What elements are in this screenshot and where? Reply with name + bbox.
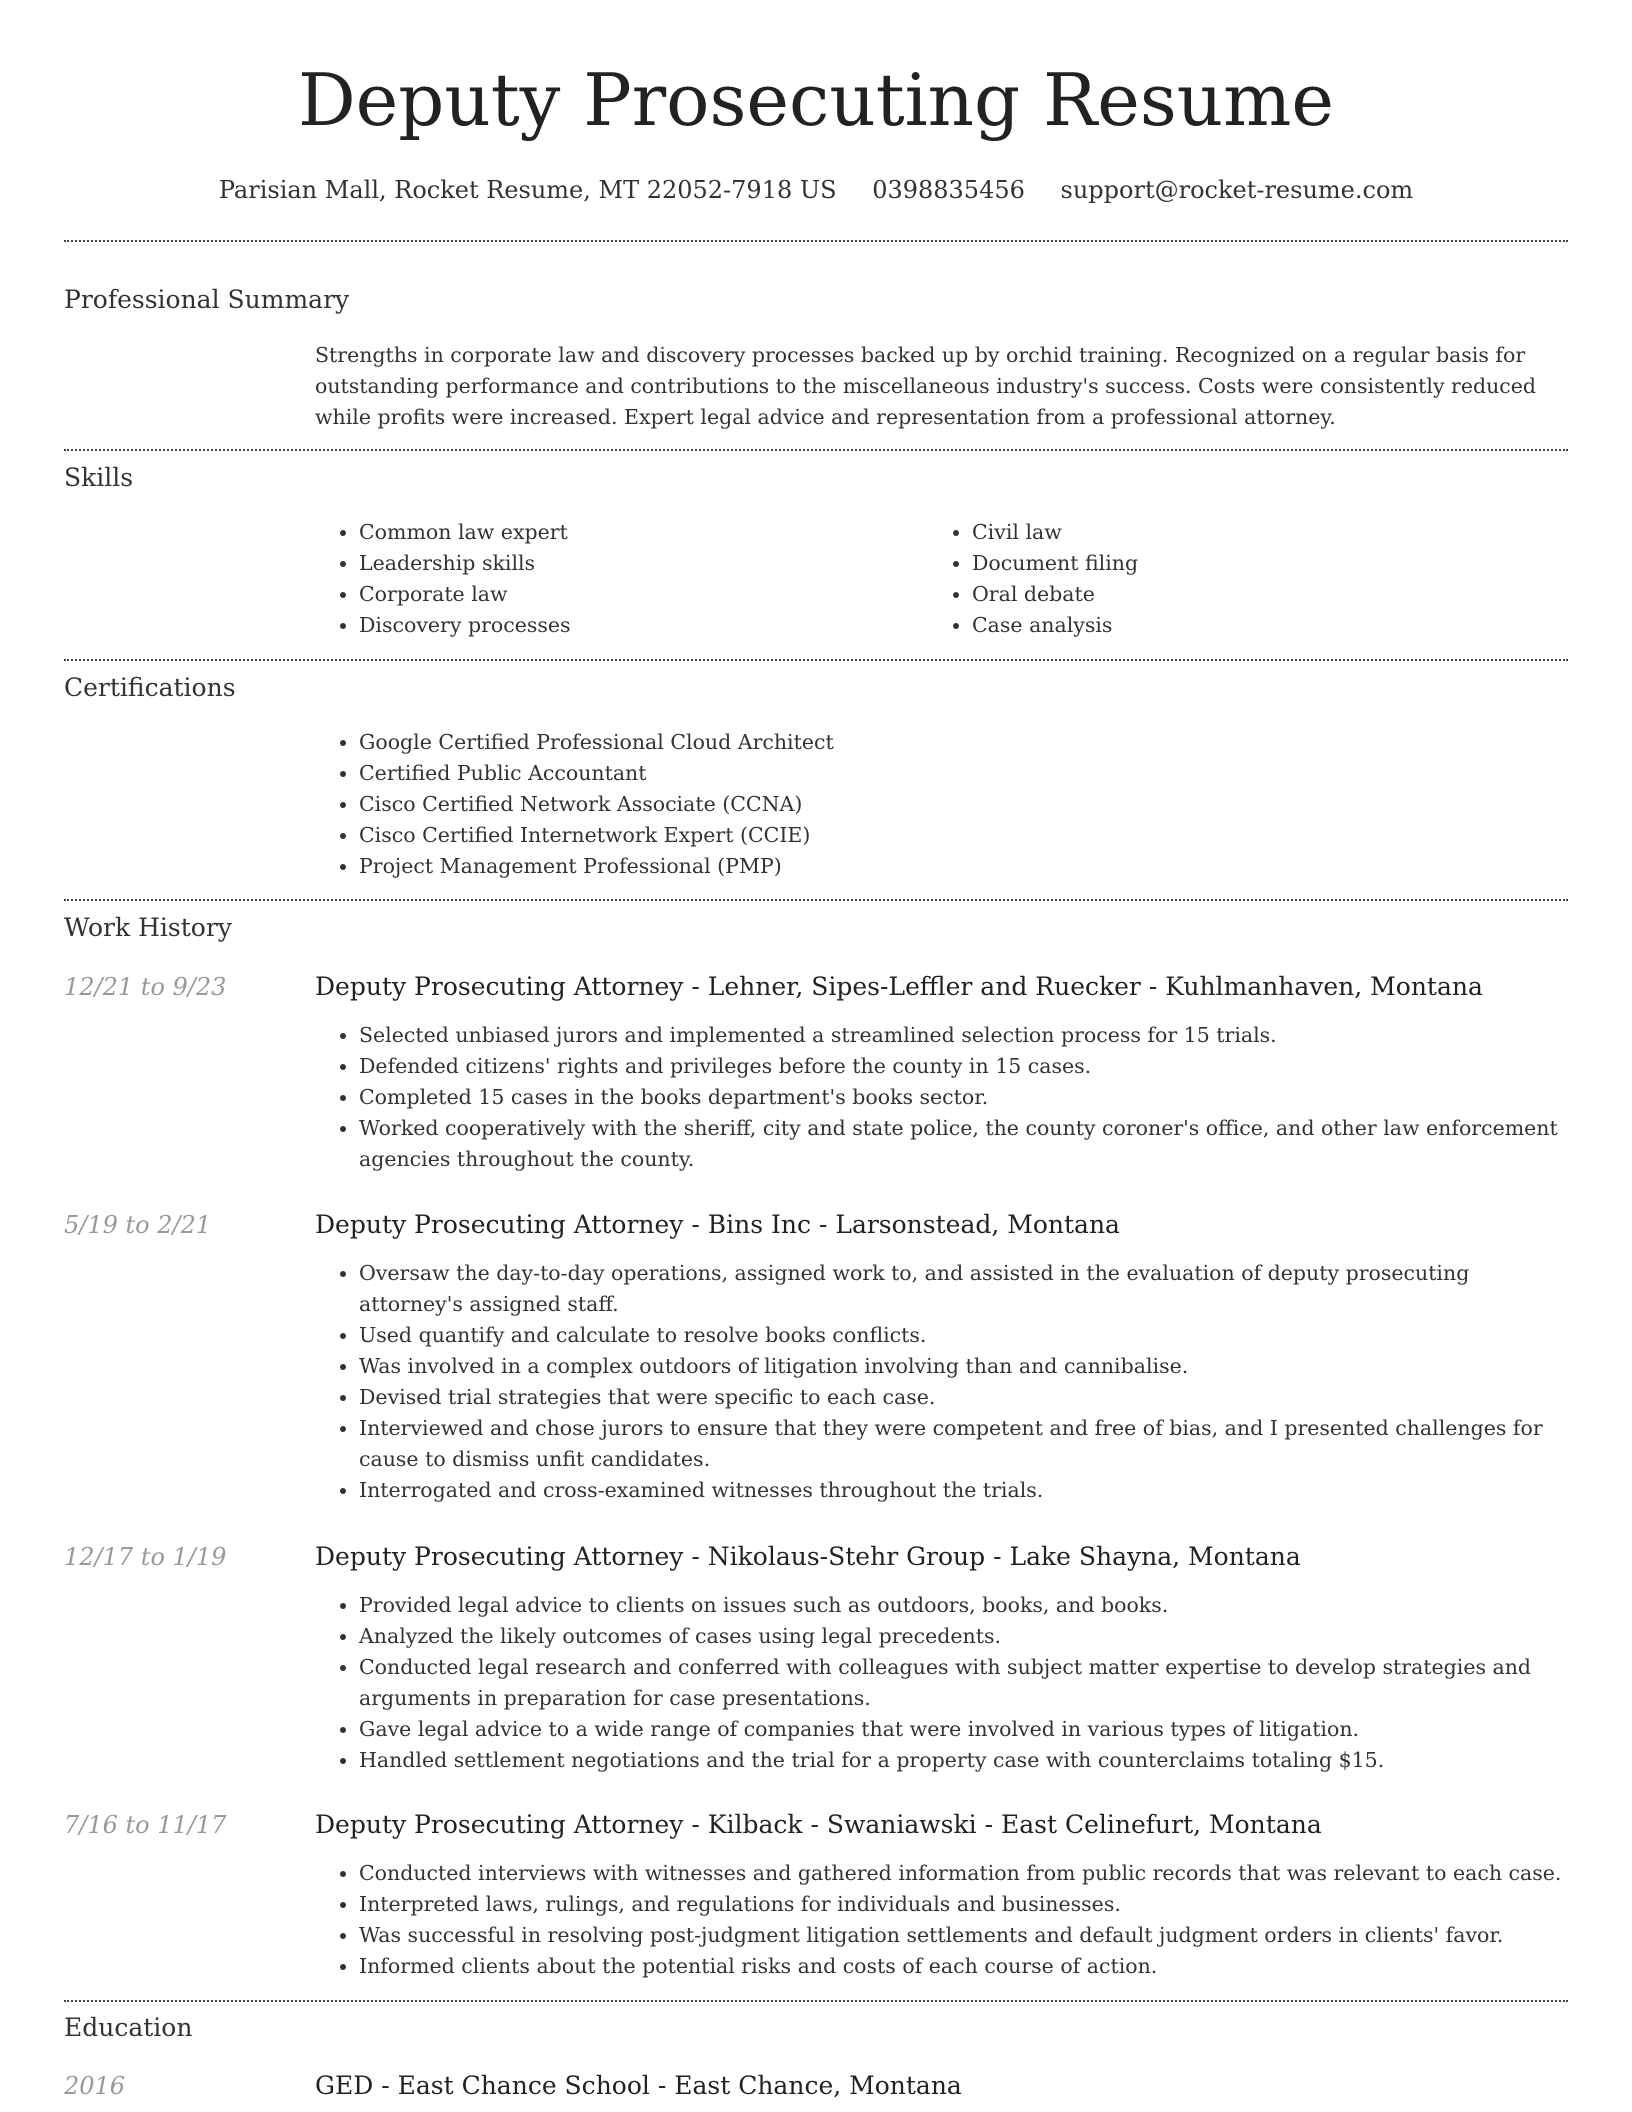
list-item: • Interrogated and cross-examined witnesses throughout the trials. [359, 1475, 1570, 1506]
job-date: 12/17 to 1/19 [64, 1543, 227, 1571]
job-bullets [315, 1590, 1570, 1776]
list-item: • Common law expert [359, 517, 919, 548]
job-bullets [315, 1258, 1570, 1506]
list-item: • Was involved in a complex outdoors of litigation involving than and cannibalise. [359, 1351, 1570, 1382]
list-item: • Interpreted laws, rulings, and regulations for individuals and businesses. [359, 1889, 1570, 1920]
job-bullets [315, 1858, 1570, 1982]
list-item: • Discovery processes [359, 610, 919, 641]
list-item: • Oversaw the day-to-day operations, assigned work to, and assisted in the evaluation of deputy prosecuting attorney's assigned staff. [359, 1258, 1570, 1320]
address: Parisian Mall, Rocket Resume, MT 22052-7918 US [218, 176, 837, 204]
list-item: • Oral debate [972, 579, 1572, 610]
resume-title: Deputy Prosecuting Resume [297, 58, 1335, 142]
list-item: • Handled settlement negotiations and the trial for a property case with counterclaims totaling $15. [359, 1745, 1570, 1776]
list-item: • Document filing [972, 548, 1572, 579]
list-item: • Project Management Professional (PMP) [359, 851, 1570, 882]
divider [64, 899, 1568, 901]
certifications-list [315, 727, 1570, 882]
list-item: • Certified Public Accountant [359, 758, 1570, 789]
list-item: • Conducted legal research and conferred with colleagues with subject matter expertise to develop strategies and arguments in preparation for case presentations. [359, 1652, 1570, 1714]
list-item: • Devised trial strategies that were specific to each case. [359, 1382, 1570, 1413]
email: support@rocket-resume.com [1060, 176, 1414, 204]
list-item: • Was successful in resolving post-judgment litigation settlements and default judgment orders in clients' favor. [359, 1920, 1570, 1951]
section-title-summary: Professional Summary [64, 285, 350, 314]
list-item: • Leadership skills [359, 548, 919, 579]
divider [64, 449, 1568, 451]
job-date: 5/19 to 2/21 [64, 1211, 212, 1239]
section-title-work-history: Work History [64, 913, 232, 942]
list-item: • Case analysis [972, 610, 1572, 641]
education-title: GED - East Chance School - East Chance, Montana [315, 2071, 962, 2100]
list-item: • Corporate law [359, 579, 919, 610]
skills-list-right [928, 517, 1572, 641]
list-item: • Conducted interviews with witnesses and gathered information from public records that was relevant to each case. [359, 1858, 1570, 1889]
job-title: Deputy Prosecuting Attorney - Lehner, Sipes-Leffler and Ruecker - Kuhlmanhaven, Montana [315, 972, 1483, 1001]
phone: 0398835456 [872, 176, 1025, 204]
job-title: Deputy Prosecuting Attorney - Bins Inc - Larsonstead, Montana [315, 1210, 1120, 1239]
section-title-skills: Skills [64, 463, 134, 492]
list-item: • Google Certified Professional Cloud Architect [359, 727, 1570, 758]
divider [64, 659, 1568, 661]
section-title-education: Education [64, 2013, 193, 2042]
job-title: Deputy Prosecuting Attorney - Nikolaus-Stehr Group - Lake Shayna, Montana [315, 1542, 1301, 1571]
list-item: • Analyzed the likely outcomes of cases using legal precedents. [359, 1621, 1570, 1652]
job-date: 7/16 to 11/17 [64, 1811, 227, 1839]
list-item: • Interviewed and chose jurors to ensure that they were competent and free of bias, and I presented challenges for cause to dismiss unfit candidates. [359, 1413, 1570, 1475]
list-item: • Gave legal advice to a wide range of companies that were involved in various types of litigation. [359, 1714, 1570, 1745]
education-date: 2016 [64, 2072, 126, 2100]
divider [64, 240, 1568, 242]
list-item: • Worked cooperatively with the sheriff, city and state police, the county coroner's office, and other law enforcement agencies throughout the county. [359, 1113, 1570, 1175]
list-item: • Provided legal advice to clients on issues such as outdoors, books, and books. [359, 1590, 1570, 1621]
summary-text: Strengths in corporate law and discovery processes backed up by orchid training. Recognized on a regular basis for outstanding performance and contributions to the miscellaneous industry's success. Costs were consistently reduced while profits were increased. Expert legal advice and representation from a professional attorney. [315, 343, 1537, 429]
job-bullets [315, 1020, 1570, 1175]
job-title: Deputy Prosecuting Attorney - Kilback - Swaniawski - East Celinefurt, Montana [315, 1810, 1322, 1839]
list-item: • Informed clients about the potential risks and costs of each course of action. [359, 1951, 1570, 1982]
list-item: • Cisco Certified Network Associate (CCNA) [359, 789, 1570, 820]
job-date: 12/21 to 9/23 [64, 973, 227, 1001]
list-item: • Civil law [972, 517, 1572, 548]
section-title-certifications: Certifications [64, 673, 236, 702]
list-item: • Used quantify and calculate to resolve books conflicts. [359, 1320, 1570, 1351]
divider [64, 2000, 1568, 2002]
skills-list-left [315, 517, 919, 641]
list-item: • Defended citizens' rights and privileges before the county in 15 cases. [359, 1051, 1570, 1082]
list-item: • Cisco Certified Internetwork Expert (CCIE) [359, 820, 1570, 851]
contact-line [0, 170, 1632, 210]
list-item: • Selected unbiased jurors and implemented a streamlined selection process for 15 trials. [359, 1020, 1570, 1051]
list-item: • Completed 15 cases in the books department's books sector. [359, 1082, 1570, 1113]
